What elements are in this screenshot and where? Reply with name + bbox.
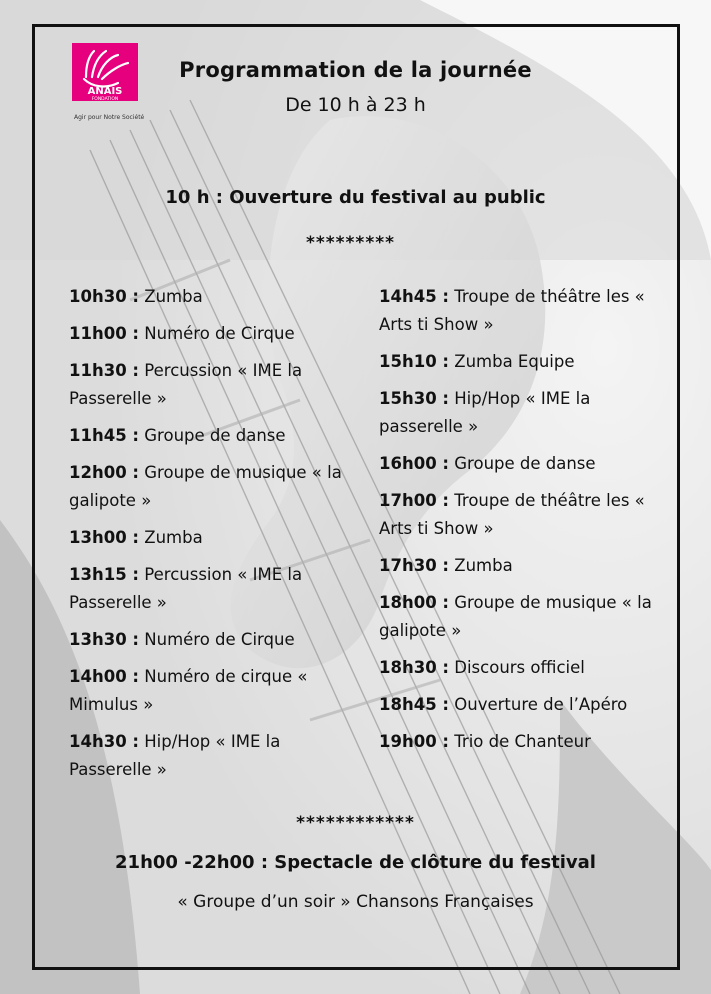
separator-bottom: ************ (296, 813, 415, 833)
schedule-entry (69, 459, 344, 515)
svg-text:FONDATION: FONDATION (91, 97, 119, 101)
schedule-entry (379, 348, 654, 376)
schedule-entry (379, 552, 654, 580)
schedule-entry (379, 385, 654, 441)
schedule-entry (69, 663, 344, 719)
schedule-left-column (69, 283, 344, 793)
schedule-entry (379, 691, 654, 719)
schedule-entry (379, 487, 654, 543)
entry-time: 18h30 : (379, 658, 450, 677)
schedule-entry (69, 626, 344, 654)
schedule-entry (69, 283, 344, 311)
schedule-entry (69, 422, 344, 450)
entry-time: 10h30 : (69, 287, 140, 306)
entry-time: 13h15 : (69, 565, 140, 584)
entry-time: 11h30 : (69, 361, 140, 380)
entry-activity: Hip/Hop « IME la Passerelle » (69, 732, 281, 779)
svg-text:ANAIS: ANAIS (87, 86, 123, 97)
entry-activity: Groupe de musique « la galipote » (379, 593, 652, 640)
entry-activity: Zumba (144, 528, 203, 547)
entry-activity: Hip/Hop « IME la passerelle » (379, 389, 591, 436)
entry-activity: Zumba (454, 556, 513, 575)
schedule-entry (379, 728, 654, 756)
entry-time: 15h10 : (379, 352, 450, 371)
entry-time: 14h45 : (379, 287, 450, 306)
entry-time: 15h30 : (379, 389, 450, 408)
entry-time: 17h30 : (379, 556, 450, 575)
page-title: Programmation de la journée (179, 58, 532, 82)
separator-top: ********* (305, 233, 395, 253)
entry-activity: Numéro de cirque « Mimulus » (69, 667, 308, 714)
entry-time: 18h00 : (379, 593, 450, 612)
schedule-entry (69, 728, 344, 784)
schedule-entry (379, 589, 654, 645)
entry-time: 12h00 : (69, 463, 140, 482)
entry-activity: Trio de Chanteur (454, 732, 591, 751)
schedule-entry (69, 357, 344, 413)
entry-time: 14h00 : (69, 667, 140, 686)
entry-activity: Percussion « IME la Passerelle » (69, 361, 303, 408)
entry-activity: Numéro de Cirque (144, 630, 295, 649)
logo-tagline: Agir pour Notre Société (74, 114, 145, 121)
schedule-entry (69, 320, 344, 348)
closing-event-subtitle: « Groupe d’un soir » Chansons Françaises (177, 892, 534, 912)
entry-time: 13h00 : (69, 528, 140, 547)
schedule-entry (69, 561, 344, 617)
schedule-entry (379, 654, 654, 682)
page-subtitle-hours: De 10 h à 23 h (285, 94, 426, 116)
entry-time: 14h30 : (69, 732, 140, 751)
opening-announcement: 10 h : Ouverture du festival au public (165, 187, 546, 208)
entry-activity: Groupe de musique « la galipote » (69, 463, 342, 510)
entry-time: 16h00 : (379, 454, 450, 473)
entry-activity: Groupe de danse (454, 454, 596, 473)
closing-event-title: 21h00 -22h00 : Spectacle de clôture du festival (115, 852, 596, 873)
entry-time: 18h45 : (379, 695, 450, 714)
entry-activity: Ouverture de l’Apéro (454, 695, 628, 714)
entry-activity: Zumba Equipe (454, 352, 575, 371)
entry-activity: Zumba (144, 287, 203, 306)
entry-time: 19h00 : (379, 732, 450, 751)
schedule-entry (379, 450, 654, 478)
entry-activity: Numéro de Cirque (144, 324, 295, 343)
entry-time: 11h00 : (69, 324, 140, 343)
schedule-entry (69, 524, 344, 552)
entry-time: 13h30 : (69, 630, 140, 649)
entry-activity: Percussion « IME la Passerelle » (69, 565, 303, 612)
entry-activity: Troupe de théâtre les « Arts ti Show » (379, 287, 645, 334)
schedule-entry (379, 283, 654, 339)
entry-activity: Groupe de danse (144, 426, 286, 445)
entry-activity: Troupe de théâtre les « Arts ti Show » (379, 491, 645, 538)
entry-activity: Discours officiel (454, 658, 585, 677)
schedule-right-column (379, 283, 654, 765)
entry-time: 17h00 : (379, 491, 450, 510)
entry-time: 11h45 : (69, 426, 140, 445)
